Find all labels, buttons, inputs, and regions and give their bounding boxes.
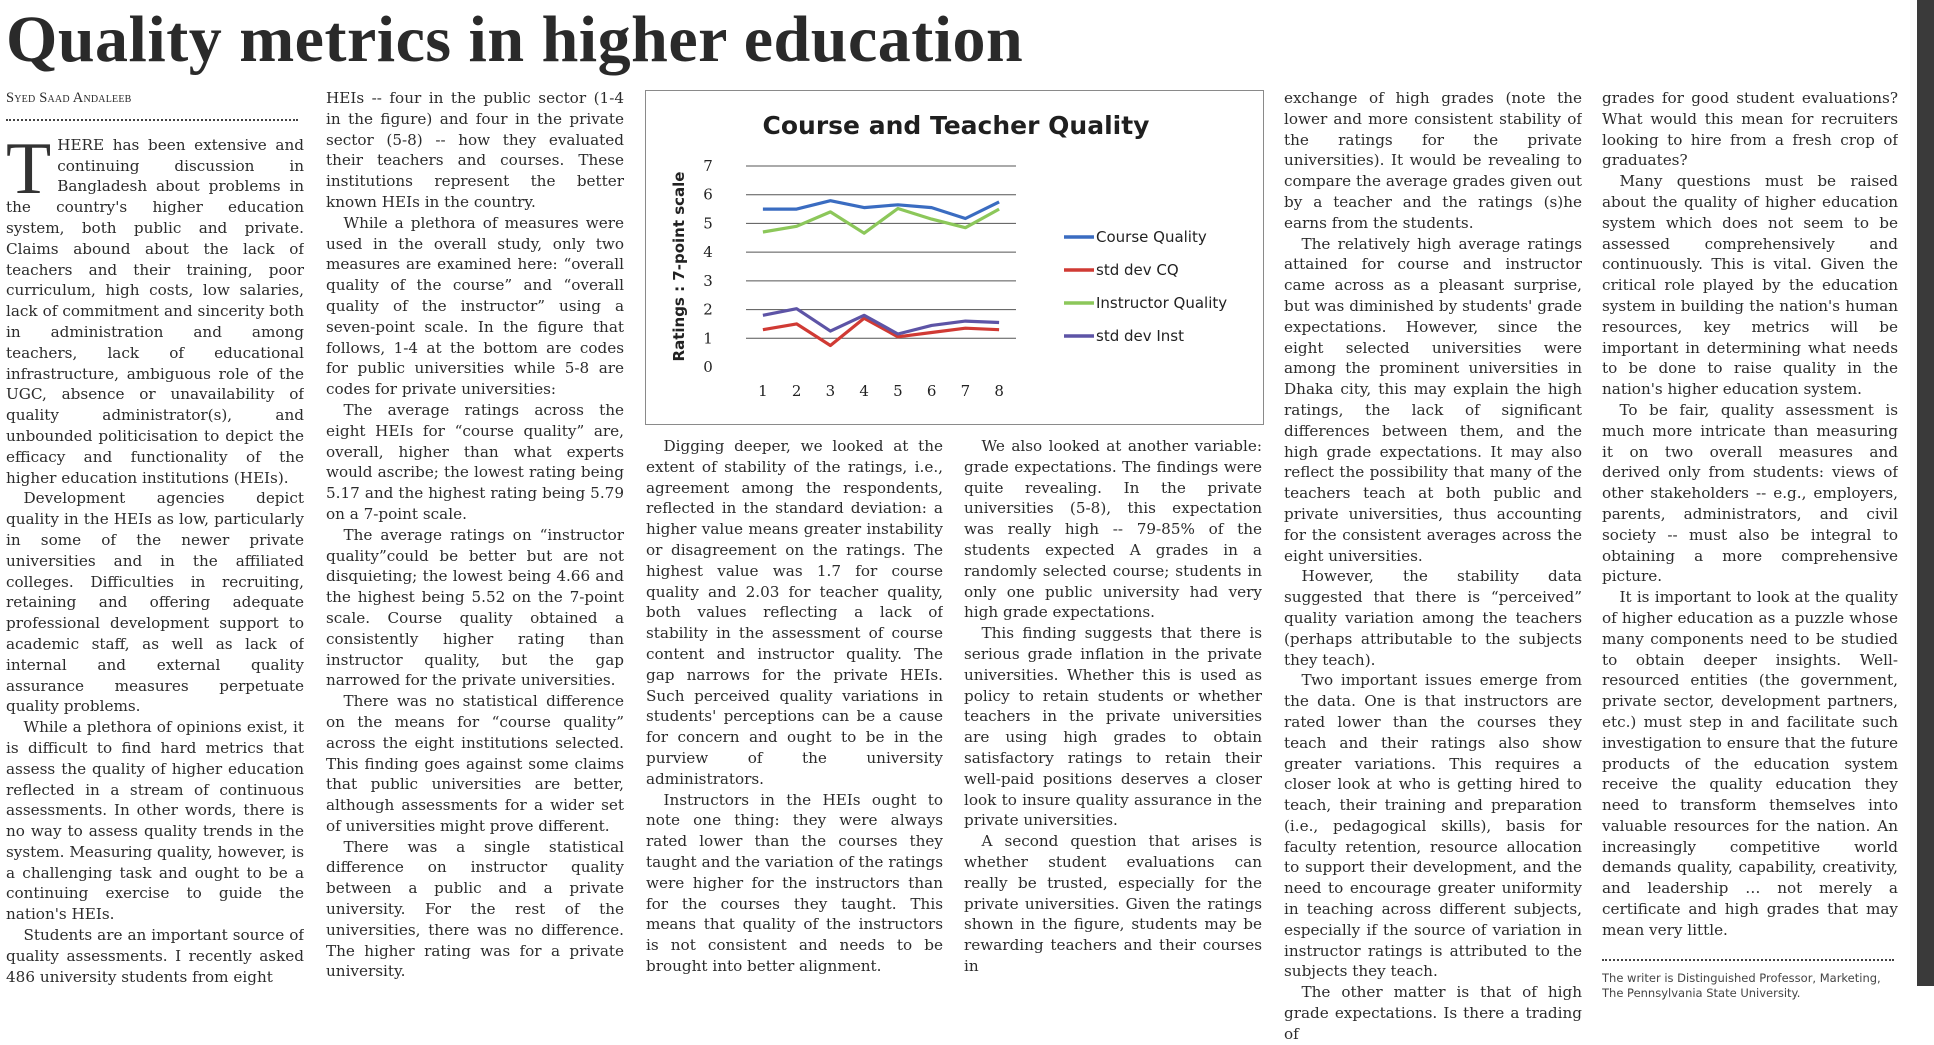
- paragraph: There was no statistical difference on the means for “course quality” across the eight institutions selected. This finding goes against some claims that public universities are better, although assessments for a wider set of universities might prove different.: [326, 692, 624, 835]
- x-tick-label: 7: [960, 382, 971, 400]
- paragraph: While a plethora of measures were used in the overall study, only two measures are examined here: “overall quality of the course” and “overall quality of the instructor” using a seven-point scale. In the figure that follows, 1-4 at the bottom are codes for public universities while 5-8 are codes for private universities:: [326, 213, 624, 399]
- paragraph: We also looked at another variable: grade expectations. The findings were quite revealing. In the private universities (5-8), this expectation was really high -- 79-85% of the students expected A grades in a randomly selected course; students in only one public university had very high grade expectations.: [964, 437, 1262, 622]
- paragraph: This finding suggests that there is serious grade inflation in the private universities. Whether this is used as policy to retain students or whether teachers in the private universities are using high grades to obtain satisfactory ratings to retain their well-paid positions deserves a closer look to insure quality assurance in the private universities.: [964, 624, 1262, 830]
- article-column-6: [1602, 88, 1898, 1001]
- article-column-4: [964, 436, 1262, 977]
- paragraph: To be fair, quality assessment is much more intricate than measuring it on two overall measures and derived only from students: views of other stakeholders -- e.g., employers, parents, administrators, and civil society -- must also be integral to obtaining a more comprehensive picture.: [1602, 400, 1898, 586]
- y-tick-label: 4: [703, 243, 713, 262]
- paragraph: There was a single statistical difference on instructor quality between a public and a private university. For the rest of the universities, there was no difference. The higher rating was for a private university.: [326, 837, 624, 981]
- drop-cap: T: [6, 127, 52, 210]
- y-tick-label: 1: [703, 329, 713, 348]
- paragraph: Digging deeper, we looked at the extent of stability of the ratings, i.e., agreement among the respondents, reflected in the standard deviation: a higher value means greater instability or disagreement on the ratings. The highest value was 1.7 for course quality and 2.03 for teacher quality, both values reflecting a lack of stability in the assessment of course content and instructor quality. The gap narrows for the private HEIs. Such perceived quality variations in students' perceptions can be a cause for concern and ought to be in the purview of the university administrators.: [646, 437, 943, 788]
- chart-canvas: [646, 91, 1263, 424]
- series-line-course-quality: [763, 201, 999, 219]
- article-column-3: [646, 436, 943, 977]
- chart-title: Course and Teacher Quality: [762, 111, 1150, 140]
- byline-divider: [6, 113, 298, 121]
- paragraph: Two important issues emerge from the data. One is that instructors are rated lower than the courses they teach and their ratings also show greater variations. This requires a closer look at who is getting hired to teach, their training and preparation (i.e., pedagogical skills), basis for faculty retention, resource allocation to support their development, and the need to encourage greater uniformity in teaching across different subjects, especially if the source of variation in instructor ratings is attributed to the subjects they teach.: [1284, 671, 1582, 981]
- x-tick-label: 8: [994, 382, 1004, 400]
- paragraph: However, the stability data suggested that there is “perceived” quality variation among the teachers (perhaps attributable to the subjects they teach).: [1284, 567, 1582, 669]
- footnote-divider: [1602, 955, 1894, 961]
- y-tick-label: 3: [703, 271, 713, 290]
- paragraph: The average ratings on “instructor quality”could be better but are not disquieting; the lowest being 4.66 and the highest being 5.52 on the 7-point scale. Course quality obtained a consistently higher rating than instructor quality, but the gap narrowed for the private universities.: [326, 525, 624, 690]
- article-title: Quality metrics in higher education: [6, 3, 1024, 76]
- x-tick-label: 3: [825, 382, 836, 400]
- x-tick-label: 4: [859, 382, 869, 400]
- y-axis-label: Ratings : 7-point scale: [670, 171, 688, 362]
- paragraph: Instructors in the HEIs ought to note one thing: they were always rated lower than the courses they taught and the variation of the ratings were higher for the instructors than for the courses they taught. This means that quality of the instructors is not consistent and needs to be brought into better alignment.: [646, 790, 943, 975]
- y-tick-label: 6: [703, 185, 713, 204]
- paragraph: While a plethora of opinions exist, it is difficult to find hard metrics that assess the quality of higher education reflected in a stream of continuous assessments. In other words, there is no way to assess quality trends in the system. Measuring quality, however, is a challenging task and ought to be a continuing exercise to guide the nation's HEIs.: [6, 718, 304, 924]
- legend-label: Instructor Quality: [1096, 294, 1228, 312]
- lead-paragraph: THERE has been extensive and continuing discussion in Bangladesh about problems in the country's higher education system, both public and private. Claims abound about the lack of teachers and their training, poor curriculum, high costs, low salaries, lack of commitment and sincerity both in administration and among teachers, lack of educational infrastructure, ambiguous role of the UGC, absence or unavailability of quality administrator(s), and unbounded politicisation to depict the efficacy and functionality of the higher education institutions (HEIs).: [6, 127, 304, 487]
- article-column-1: [6, 88, 304, 987]
- paragraph: Development agencies depict quality in the HEIs as low, particularly in some of the newer private universities and in the affiliated colleges. Difficulties in recruiting, retaining and offering adequate professional development support to academic staff, as well as lack of internal and external quality assurance measures perpetuate quality problems.: [6, 489, 304, 716]
- paragraph: A second question that arises is whether student evaluations can really be trusted, especially for the private universities. Given the ratings shown in the figure, students may be rewarding teachers and their courses in: [964, 832, 1262, 975]
- y-tick-label: 2: [703, 300, 713, 319]
- x-tick-label: 2: [791, 382, 802, 400]
- x-tick-label: 1: [758, 382, 768, 400]
- y-tick-label: 0: [703, 358, 713, 376]
- paragraph: The relatively high average ratings attained for course and instructor came across as a pleasant surprise, but was diminished by students' grade expectations. However, since the eight selected universities were among the prominent universities in Dhaka city, this may explain the high ratings, the lack of significant differences between them, and the high grade expectations. It may also reflect the possibility that many of the teachers teach at both public and private universities, thus accounting for the consistent averages across the eight universities.: [1284, 234, 1582, 565]
- article-column-2: [326, 88, 624, 982]
- byline: Syed Saad Andaleeb: [6, 90, 132, 106]
- paragraph: grades for good student evaluations? What would this mean for recruiters looking to hire from a fresh crop of graduates?: [1602, 89, 1898, 170]
- paragraph: Students are an important source of quality assessments. I recently asked 486 university students from eight: [6, 926, 304, 986]
- series-line-std-dev-inst: [763, 309, 999, 334]
- legend-label: std dev Inst: [1096, 327, 1185, 345]
- course-teacher-quality-chart: [645, 90, 1264, 425]
- x-tick-label: 5: [893, 382, 903, 400]
- article-column-5: [1284, 88, 1582, 1045]
- y-tick-label: 7: [703, 157, 713, 175]
- vertical-scrollbar[interactable]: [1917, 0, 1934, 986]
- legend-label: std dev CQ: [1096, 261, 1179, 279]
- paragraph: It is important to look at the quality of higher education as a puzzle whose many components need to be studied to obtain deeper insights. Well-resourced entities (the government, private sector, development partners, etc.) must step in and facilitate such investigation to ensure that the future products of the education system receive the quality education they need to transform themselves into valuable resources for the nation. An increasingly competitive world demands quality, capability, creativity, and leadership … not merely a certificate and high grades that may mean very little.: [1602, 588, 1898, 939]
- x-tick-label: 6: [926, 382, 937, 400]
- author-footnote: The writer is Distinguished Professor, Marketing, The Pennsylvania State University.: [1602, 970, 1881, 1000]
- paragraph: Many questions must be raised about the quality of higher education system which does not seem to be assessed comprehensively and continuously. This is vital. Given the critical role played by the education system in building the nation's human resources, key metrics will be important in determining what needs to be done to raise quality in the nation's higher education system.: [1602, 172, 1898, 399]
- paragraph: The other matter is that of high grade expectations. Is there a trading of: [1284, 983, 1582, 1043]
- legend-label: Course Quality: [1096, 228, 1207, 246]
- paragraph: exchange of high grades (note the lower and more consistent stability of the ratings for the private universities). It would be revealing to compare the average grades given out by a teacher and the ratings (s)he earns from the students.: [1284, 89, 1582, 232]
- paragraph: The average ratings across the eight HEIs for “course quality” are, overall, higher than what experts would ascribe; the lowest rating being 5.17 and the highest rating being 5.79 on a 7-point scale.: [326, 400, 624, 523]
- y-tick-label: 5: [703, 214, 713, 233]
- series-line-instructor-quality: [763, 209, 999, 234]
- paragraph: HEIs -- four in the public sector (1-4 in the figure) and four in the private sector (5-8) -- how they evaluated their teachers and courses. These institutions represent the better known HEIs in the country.: [326, 89, 624, 211]
